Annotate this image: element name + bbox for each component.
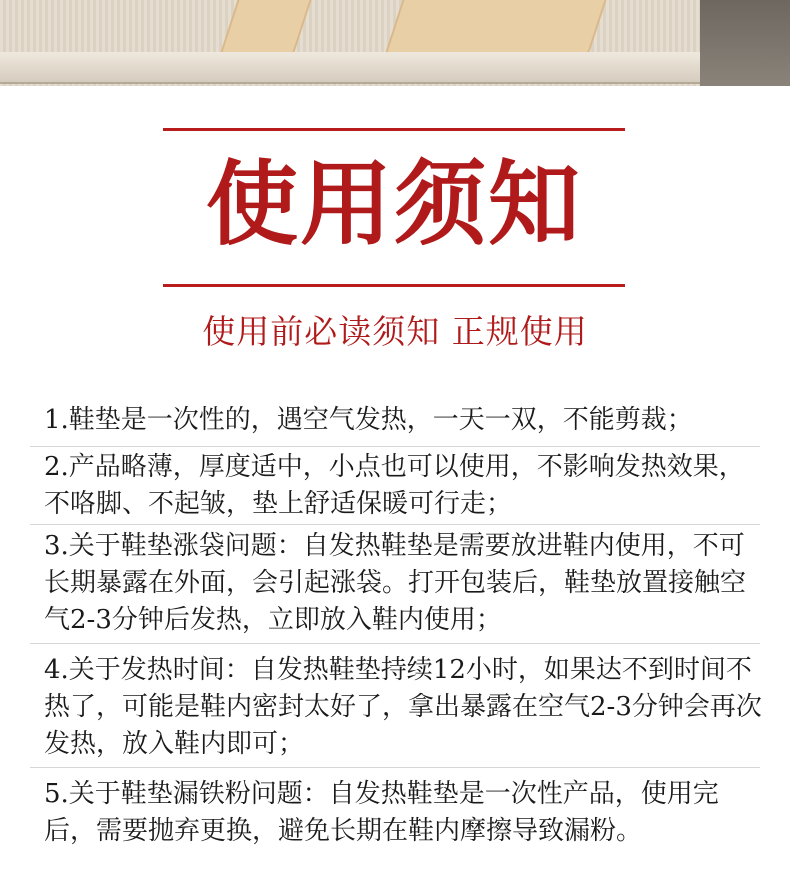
notice-item-1: 1.鞋垫是一次性的，遇空气发热，一天一双，不能剪裁； xyxy=(44,405,693,435)
notice-item-3: 3.关于鞋垫涨袋问题：自发热鞋垫是需要放进鞋内使用，不可长期暴露在外面，会引起涨袋。打开包装后，鞋垫放置接触空气2-3分钟后发热，立即放入鞋内使用； xyxy=(44,531,747,635)
notice-item-4: 4.关于发热时间：自发热鞋垫持续12小时，如果达不到时间不热了，可能是鞋内密封太好了，拿出暴露在空气2-3分钟会再次发热，放入鞋内即可； xyxy=(44,655,762,759)
title-bottom-rule xyxy=(163,284,625,287)
page-subtitle: 使用前必读须知 正规使用 xyxy=(202,312,588,351)
basket-rim xyxy=(0,52,700,84)
item-divider xyxy=(30,643,760,644)
page-title: 使用须知 xyxy=(205,151,582,258)
item-divider xyxy=(30,767,760,768)
notice-item-2: 2.产品略薄，厚度适中，小点也可以使用，不影响发热效果，不咯脚、不起皱，垫上舒适保暖可行走； xyxy=(44,452,745,519)
insole-image xyxy=(384,0,609,56)
photo-shadow xyxy=(700,0,790,86)
item-divider xyxy=(30,524,760,525)
item-divider xyxy=(30,446,760,447)
header-photo xyxy=(0,0,790,86)
title-top-rule xyxy=(163,128,625,131)
notice-item-5: 5.关于鞋垫漏铁粉问题：自发热鞋垫是一次性产品，使用完后，需要抛弃更换，避免长期在鞋内摩擦导致漏粉。 xyxy=(44,779,719,846)
